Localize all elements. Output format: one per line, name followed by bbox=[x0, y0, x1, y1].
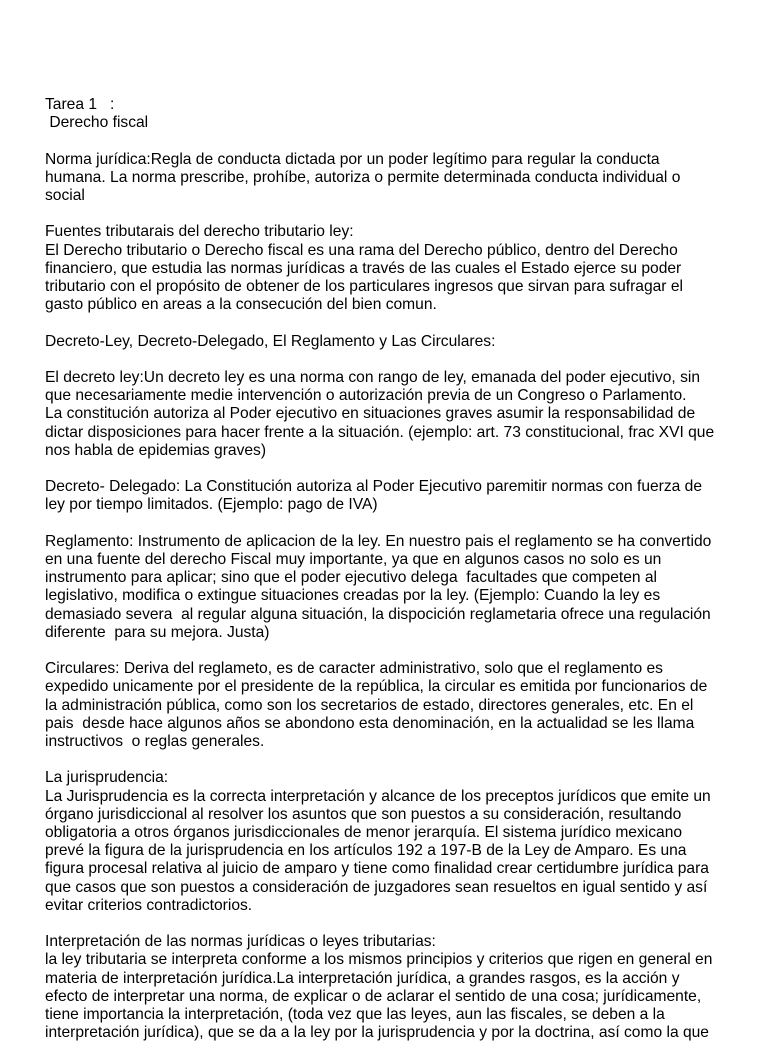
text-line: prevé la figura de la jurisprudencia en los artículos 192 a 197-B de la Ley de Amparo. Es una bbox=[45, 842, 687, 860]
text-line: legislativo, modifica o extingue situaciones creadas por la ley. (Ejemplo: Cuando la ley es bbox=[45, 587, 661, 605]
text-line: materia de interpretación jurídica.La interpretación jurídica, a grandes rasgos, es la acción y bbox=[45, 969, 680, 987]
text-line: la ley tributaria se interpreta conforme a los mismos principios y criterios que rigen en general en bbox=[45, 951, 713, 969]
text-line: tiene importancia la interpretación, (toda vez que las leyes, aun las fiscales, se deben a la bbox=[45, 1006, 665, 1024]
text-line: Reglamento: Instrumento de aplicacion de la ley. En nuestro pais el reglamento se ha convertido bbox=[45, 532, 712, 550]
paragraph-circulares bbox=[45, 660, 735, 751]
text-line: nos habla de epidemias graves) bbox=[45, 441, 267, 459]
text-line: que casos que son puestos a consideración de juzgadores sean resueltos en igual sentido y así bbox=[45, 878, 708, 896]
text-line: Decreto- Delegado: La Constitución autoriza al Poder Ejecutivo paremitir normas con fuerza de bbox=[45, 478, 703, 496]
text-line: Circulares: Deriva del reglameto, es de caracter administrativo, solo que el reglamento es bbox=[45, 660, 663, 678]
paragraph-norma-juridica bbox=[45, 151, 735, 206]
text-line: La jurisprudencia: bbox=[45, 769, 169, 787]
paragraph-fuentes-tributarias bbox=[45, 223, 735, 314]
text-line: diferente para su mejora. Justa) bbox=[45, 623, 270, 641]
heading-title-line: Tarea 1 : bbox=[45, 96, 115, 113]
text-line: evitar criterios contradictorios. bbox=[45, 896, 253, 914]
text-line: instructivos o reglas generales. bbox=[45, 733, 265, 750]
text-line: obligatoria a otros órganos jurisdiccionales de menor jerarquía. El sistema jurídico mexicano bbox=[45, 824, 683, 841]
text-line: La constitución autoriza al Poder ejecutivo en situaciones graves asumir la responsabilidad de bbox=[45, 405, 696, 423]
text-line: humana. La norma prescribe, prohíbe, autoriza o permite determinada conducta individual o bbox=[45, 168, 681, 186]
heading-subtitle-line: Derecho fiscal bbox=[45, 114, 149, 132]
text-line: La Jurisprudencia es la correcta interpretación y alcance de los preceptos jurídicos que emite un bbox=[45, 787, 711, 805]
text-line: efecto de interpretar una norma, de explicar o de aclarar el sentido de una cosa; jurídicamente, bbox=[45, 987, 702, 1005]
text-line: instrumento para aplicar; sino que el poder ejecutivo delega facultades que competen al bbox=[45, 569, 658, 587]
text-line: la administración pública, como son los secretarios de estado, directores generales, etc. En el bbox=[45, 696, 694, 714]
text-line: expedido unicamente por el presidente de la república, la circular es emitida por funcionarios de bbox=[45, 678, 708, 696]
text-line: social bbox=[45, 187, 85, 204]
paragraph-reglamento bbox=[45, 533, 735, 642]
text-line: Decreto-Ley, Decreto-Delegado, El Reglamento y Las Circulares: bbox=[45, 332, 496, 350]
text-line: figura procesal relativa al juicio de amparo y tiene como finalidad crear certidumbre jurídica para bbox=[45, 860, 709, 878]
text-line: órgano jurisdiccional al resolver los asuntos que son puestos a su consideración, resultando bbox=[45, 805, 682, 823]
text-line: que necesariamente medie intervención o autorización previa de un Congreso o Parlamento. bbox=[45, 387, 687, 405]
text-line: ley por tiempo limitados. (Ejemplo: pago de IVA) bbox=[45, 496, 378, 514]
text-line: en una fuente del derecho Fiscal muy importante, ya que en algunos casos no solo es un bbox=[45, 550, 662, 568]
heading-block bbox=[45, 96, 735, 132]
text-line: dictar disposiciones para hacer frente a la situación. (ejemplo: art. 73 constitucional, frac XVI que bbox=[45, 423, 715, 441]
text-line: El decreto ley:Un decreto ley es una norma con rango de ley, emanada del poder ejecutivo, sin bbox=[45, 368, 701, 386]
text-line: Fuentes tributarais del derecho tributario ley: bbox=[45, 223, 354, 241]
text-line: El Derecho tributario o Derecho fiscal es una rama del Derecho público, dentro del Derecho bbox=[45, 241, 678, 259]
section-heading-decreto-ley bbox=[45, 333, 735, 351]
document-page bbox=[45, 96, 735, 1061]
paragraph-interpretacion bbox=[45, 933, 735, 1042]
text-line: demasiado severa al regular alguna situación, la dispocición reglametaria ofrece una regulación bbox=[45, 605, 711, 623]
text-line: interpretación jurídica), que se da a la ley por la jurisprudencia y por la doctrina, así como la que bbox=[45, 1024, 709, 1042]
paragraph-decreto-ley bbox=[45, 369, 735, 460]
paragraph-decreto-delegado bbox=[45, 478, 735, 514]
text-line: Interpretación de las normas jurídicas o leyes tributarias: bbox=[45, 933, 436, 951]
text-line: Norma jurídica:Regla de conducta dictada por un poder legítimo para regular la conducta bbox=[45, 150, 660, 168]
text-line: financiero, que estudia las normas jurídicas a través de las cuales el Estado ejerce su poder bbox=[45, 259, 682, 277]
text-line: gasto público en areas a la consecución del bien comun. bbox=[45, 296, 437, 314]
paragraph-jurisprudencia bbox=[45, 769, 735, 915]
text-line: tributario con el propósito de obtener de los particulares ingresos que sirvan para sufragar el bbox=[45, 278, 683, 295]
text-line: pais desde hace algunos años se abondono esta denominación, en la actualidad se les llama bbox=[45, 714, 695, 732]
